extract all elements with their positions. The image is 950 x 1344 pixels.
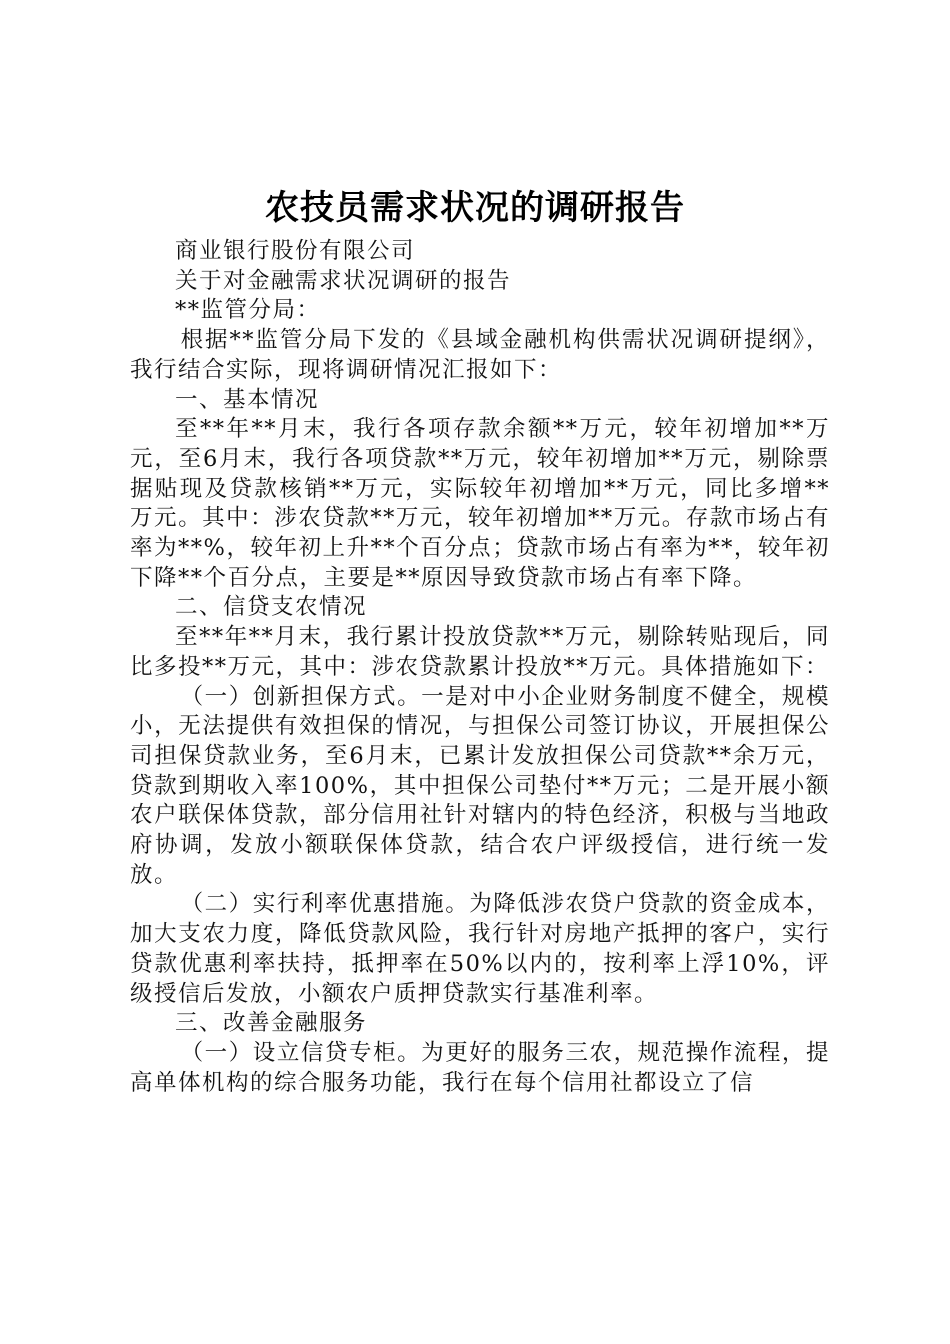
paragraph-report-subtitle: 关于对金融需求状况调研的报告 xyxy=(175,267,512,294)
section-heading-credit: 二、信贷支农情况 xyxy=(175,594,368,621)
section-heading-service: 三、改善金融服务 xyxy=(175,1010,368,1037)
paragraph-interest-rate: （二）实行利率优惠措施。为降低涉农贷户贷款的资金成本，加大支农力度，降低贷款风险，我行针对房地产抵押的客户，实行贷款优惠利率扶持，抵押率在50%以内的，按利率上浮10%，评级授信后发放，小额农户质押贷款实行基准利率。 xyxy=(130,891,830,1007)
paragraph-intro: 根据**监管分局下发的《县域金融机构供需状况调研提纲》，我行结合实际，现将调研情况汇报如下： xyxy=(130,327,830,383)
paragraph-guarantee-innovation: （一）创新担保方式。一是对中小企业财务制度不健全，规模小，无法提供有效担保的情况，与担保公司签订协议，开展担保公司担保贷款业务，至6月末，已累计发放担保公司贷款**余万元，贷款到期收入率100%，其中担保公司垫付**万元；二是开展小额农户联保体贷款，部分信用社针对辖内的特色经济，积极与当地政府协调，发放小额联保体贷款，结合农户评级授信，进行统一发放。 xyxy=(130,683,830,888)
document-title: 农技员需求状况的调研报告 xyxy=(265,188,685,228)
paragraph-basic-situation: 至**年**月末，我行各项存款余额**万元，较年初增加**万元，至6月末，我行各项贷款**万元，较年初增加**万元，剔除票据贴现及贷款核销**万元，实际较年初增加**万元，同比多增**万元。其中：涉农贷款**万元，较年初增加**万元。存款市场占有率为**%，较年初上升**个百分点；贷款市场占有率为**，较年初下降**个百分点，主要是**原因导致贷款市场占有率下降。 xyxy=(130,416,830,591)
document-body xyxy=(130,237,830,1098)
paragraph-credit-counter: （一）设立信贷专柜。为更好的服务三农，规范操作流程，提高单体机构的综合服务功能，我行在每个信用社都设立了信 xyxy=(130,1039,830,1096)
paragraph-addressee-bank: 商业银行股份有限公司 xyxy=(175,238,416,264)
section-heading-basic: 一、基本情况 xyxy=(175,386,320,413)
paragraph-credit-situation: 至**年**月末，我行累计投放贷款**万元，剔除转贴现后，同比多投**万元，其中：涉农贷款累计投放**万元。具体措施如下： xyxy=(130,624,830,680)
paragraph-salutation: **监管分局： xyxy=(175,297,321,324)
